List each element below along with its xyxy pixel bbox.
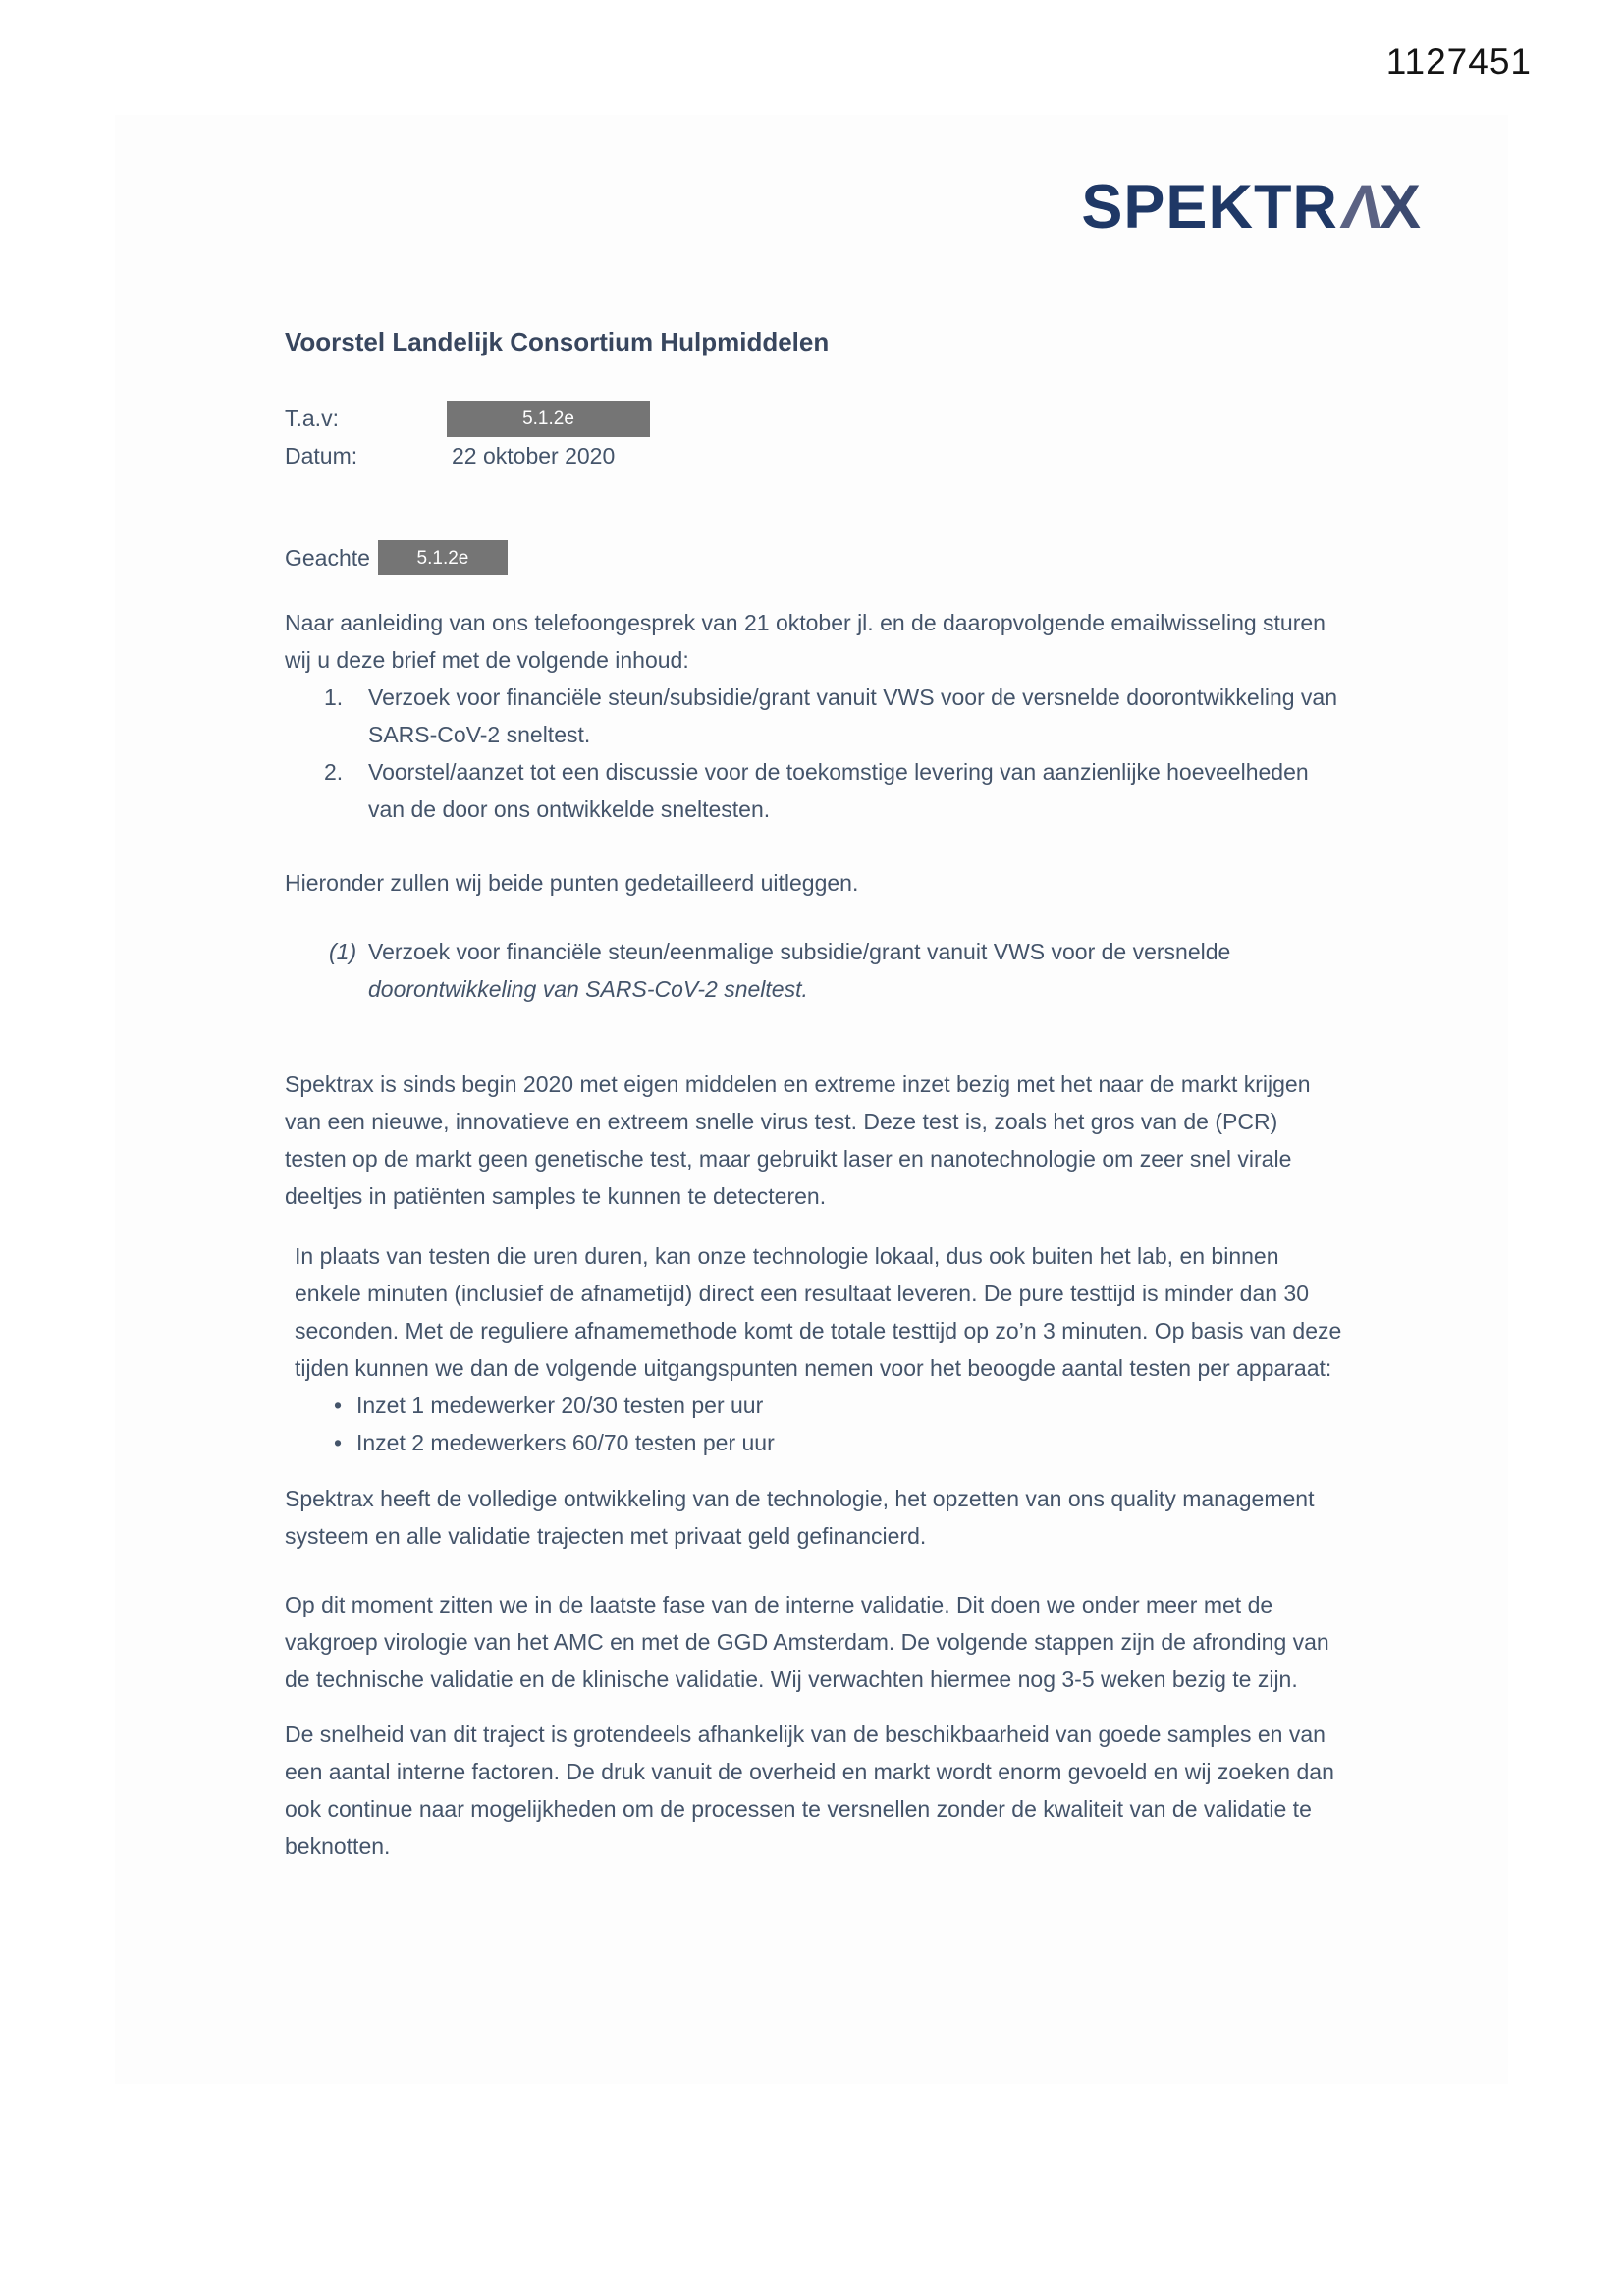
bullet-item — [295, 1424, 1345, 1461]
bullet-item-text: Inzet 1 medewerker 20/30 testen per uur — [356, 1393, 764, 1418]
validation-paragraph: Op dit moment zitten we in de laatste fase van de interne validatie. Dit doen we onder meer met de vakgroep virologie van het AMC en met de GGD Amsterdam. De volgende stappen zijn de afronding van de technische validatie en de klinische validatie. Wij verwachten hiermee nog 3-5 weken bezig te zijn. — [285, 1592, 1329, 1692]
salutation-row — [285, 539, 1345, 576]
intro-paragraph: Naar aanleiding van ons telefoongesprek van 21 oktober jl. en de daaropvolgende emailwisseling sturen wij u deze brief met de volgende inhoud: — [285, 610, 1326, 673]
speed-paragraph: De snelheid van dit traject is grotendeels afhankelijk van de beschikbaarheid van goede samples en van een aantal interne factoren. De druk vanuit de overheid en markt wordt enorm gevoeld en wij zoeken dan ook continue naar mogelijkheden om de processen te versnellen zonder de kwaliteit van de validatie te beknotten. — [285, 1722, 1334, 1859]
financing-paragraph: Spektrax heeft de volledige ontwikkeling van de technologie, het opzetten van ons quality management systeem en alle validatie trajecten met privaat geld gefinancierd. — [285, 1486, 1315, 1549]
salutation-word: Geachte — [285, 545, 370, 571]
spektrax-logo — [1081, 173, 1422, 242]
list-item-number: 2. — [324, 759, 344, 785]
list-item-text: Verzoek voor financiële steun/subsidie/grant vanuit VWS voor de versnelde doorontwikkeling van SARS-CoV-2 sneltest. — [368, 684, 1338, 747]
transition-paragraph: Hieronder zullen wij beide punten gedetailleerd uitleggen. — [285, 870, 859, 896]
bullet-glyph: • — [334, 1393, 343, 1418]
tav-label: T.a.v: — [285, 406, 339, 431]
list-item — [285, 679, 1345, 753]
datum-value: 22 oktober 2020 — [452, 443, 616, 468]
point-one-text-regular: Verzoek voor financiële steun/eenmalige subsidie/grant vanuit VWS voor de versnelde — [368, 939, 1231, 964]
bullet-list — [295, 1387, 1345, 1461]
bullet-item — [295, 1387, 1345, 1424]
point-one-marker: (1) — [329, 939, 357, 964]
page-title: Voorstel Landelijk Consortium Hulpmiddelen — [285, 327, 830, 356]
company-paragraph: Spektrax is sinds begin 2020 met eigen middelen en extreme inzet bezig met het naar de markt krijgen van een nieuwe, innovatieve en extreem snelle virus test. Deze test is, zoals het gros van de (PCR) testen op de markt geen genetische test, maar gebruikt laser en nanotechnologie om zeer snel virale deeltjes in patiënten samples te kunnen te detecteren. — [285, 1071, 1311, 1209]
bullet-item-text: Inzet 2 medewerkers 60/70 testen per uur — [356, 1430, 775, 1455]
list-item — [285, 753, 1345, 828]
list-item-number: 1. — [324, 684, 344, 710]
technology-paragraph: In plaats van testen die uren duren, kan onze technologie lokaal, dus ook buiten het lab, en binnen enkele minuten (inclusief de afnametijd) direct een resultaat leveren. De pure testtijd is minder dan 30 seconden. Met de reguliere afnamemethode komt de totale testtijd op zo’n 3 minuten. Op basis van deze tijden kunnen we dan de volgende uitgangspunten nemen voor het beoogde aantal testen per apparaat: — [295, 1243, 1342, 1381]
point-one-text — [368, 933, 1345, 1008]
point-one-heading — [285, 933, 1345, 1008]
meta-row-datum — [285, 437, 1345, 474]
redaction-box-tav: 5.1.2e — [447, 401, 650, 437]
datum-label: Datum: — [285, 443, 358, 468]
bullet-glyph: • — [334, 1430, 343, 1455]
document-number-stamp: 1127451 — [1385, 41, 1532, 82]
numbered-list — [285, 679, 1345, 828]
logo-lambda-glyph: Λ — [1337, 173, 1389, 242]
letter-body — [285, 327, 1345, 1865]
logo-text-primary: SPEKTR — [1081, 173, 1338, 242]
meta-row-tav — [285, 400, 1345, 437]
logo-x-glyph: X — [1379, 173, 1422, 242]
redaction-box-salutation: 5.1.2e — [378, 540, 508, 575]
list-item-text: Voorstel/aanzet tot een discussie voor de toekomstige levering van aanzienlijke hoeveelheden van de door ons ontwikkelde sneltesten. — [368, 759, 1309, 822]
point-one-text-italic: doorontwikkeling van SARS-CoV-2 sneltest. — [368, 976, 808, 1002]
